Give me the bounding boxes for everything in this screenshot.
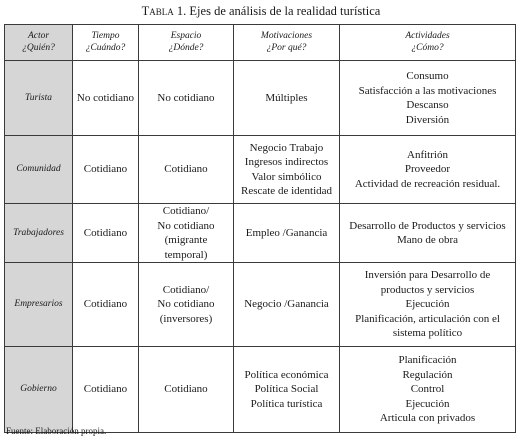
tiempo-cell bbox=[73, 347, 139, 433]
tiempo-line: Cotidiano bbox=[83, 163, 128, 176]
actividades-cell bbox=[340, 61, 516, 136]
actividades-line: Planificación bbox=[398, 354, 457, 367]
actor-cell: Empresarios bbox=[5, 263, 73, 347]
motivaciones-cell bbox=[234, 204, 340, 263]
table-row-trabajadores bbox=[5, 204, 516, 263]
actividades-line: Satisfacción a las motivaciones bbox=[358, 84, 497, 97]
motivaciones-line: Política turística bbox=[250, 397, 323, 410]
header-actividades-line-1: Actividades bbox=[405, 31, 450, 41]
table-row-comunidad bbox=[5, 136, 516, 204]
table-row-empresarios bbox=[5, 263, 516, 347]
actividades-line: Ejecución bbox=[405, 397, 450, 410]
actividades-cell bbox=[340, 136, 516, 204]
tiempo-cell bbox=[73, 136, 139, 204]
espacio-cell bbox=[139, 263, 234, 347]
actividades-line: Diversión bbox=[405, 113, 450, 126]
motivaciones-cell bbox=[234, 263, 340, 347]
table-row-turista bbox=[5, 61, 516, 136]
motivaciones-line: Política económica bbox=[244, 368, 329, 381]
header-espacio bbox=[139, 25, 234, 61]
header-motivaciones bbox=[234, 25, 340, 61]
table-header-row bbox=[5, 25, 516, 61]
header-actividades-line-2: ¿Cómo? bbox=[411, 42, 444, 53]
espacio-line: No cotidiano bbox=[157, 219, 215, 232]
header-tiempo-line-2: ¿Cuándo? bbox=[85, 42, 126, 53]
actor-cell: Comunidad bbox=[5, 136, 73, 204]
actividades-line: Descanso bbox=[406, 99, 449, 111]
motivaciones-line: Política Social bbox=[254, 383, 319, 396]
actividades-line: Mano de obra bbox=[396, 234, 459, 246]
actor-cell: Trabajadores bbox=[5, 204, 73, 263]
espacio-cell bbox=[139, 347, 234, 433]
actividades-line: Desarrollo de Productos y servicios bbox=[349, 219, 506, 232]
espacio-cell bbox=[139, 204, 234, 263]
table-caption bbox=[0, 3, 522, 19]
actividades-line: sistema político bbox=[392, 327, 463, 340]
actividades-line: Anfitrión bbox=[407, 148, 448, 161]
source-note: Fuente: Elaboración propia. bbox=[6, 426, 107, 436]
actividades-line: Ejecución bbox=[405, 298, 450, 311]
header-actor-line-1: Actor bbox=[27, 31, 50, 41]
header-espacio-line-2: ¿Dónde? bbox=[168, 42, 204, 53]
motivaciones-cell bbox=[234, 61, 340, 136]
header-actor-line-2: ¿Quién? bbox=[22, 42, 55, 53]
motivaciones-line: Negocio Trabajo bbox=[249, 141, 324, 154]
motivaciones-line: Valor simbólico bbox=[251, 170, 322, 183]
actividades-line: productos y servicios bbox=[380, 283, 475, 296]
tiempo-line: Cotidiano bbox=[83, 226, 128, 239]
header-actividades bbox=[340, 25, 516, 61]
tiempo-cell bbox=[73, 204, 139, 263]
table-caption-prefix: Tabla 1. bbox=[141, 4, 187, 18]
header-tiempo-line-1: Tiempo bbox=[91, 31, 120, 41]
actividades-line: Proveedor bbox=[404, 163, 451, 176]
actividades-line: Consumo bbox=[406, 70, 449, 82]
tiempo-cell bbox=[73, 263, 139, 347]
espacio-line: No cotidiano bbox=[157, 298, 215, 311]
motivaciones-line: Empleo /Ganancia bbox=[245, 226, 328, 239]
header-actor bbox=[5, 25, 73, 61]
actividades-cell bbox=[340, 204, 516, 263]
espacio-line: No cotidiano bbox=[157, 91, 215, 104]
header-espacio-line-1: Espacio bbox=[170, 31, 202, 41]
tiempo-cell bbox=[73, 61, 139, 136]
espacio-line: (migrante temporal) bbox=[164, 234, 208, 261]
actividades-cell bbox=[340, 347, 516, 433]
header-motivaciones-line-2: ¿Por qué? bbox=[266, 42, 307, 53]
motivaciones-line: Rescate de identidad bbox=[240, 185, 333, 197]
espacio-line: Cotidiano/ bbox=[162, 205, 210, 217]
actividades-line: Inversión para Desarrollo de bbox=[364, 269, 491, 282]
actor-cell: Turista bbox=[5, 61, 73, 136]
espacio-line: Cotidiano bbox=[164, 163, 208, 176]
actividades-line: Planificación, articulación con el bbox=[355, 312, 500, 325]
actividades-line: Regulación bbox=[402, 368, 453, 381]
motivaciones-cell bbox=[234, 347, 340, 433]
tiempo-line: Cotidiano bbox=[83, 298, 128, 311]
header-motivaciones-line-1: Motivaciones bbox=[260, 31, 313, 41]
espacio-cell bbox=[139, 136, 234, 204]
header-tiempo bbox=[73, 25, 139, 61]
motivaciones-line: Múltiples bbox=[265, 91, 308, 104]
actividades-line: Actividad de recreación residual. bbox=[354, 177, 501, 190]
actor-cell: Gobierno bbox=[5, 347, 73, 433]
tourism-axes-table bbox=[4, 24, 516, 433]
table-row-gobierno bbox=[5, 347, 516, 433]
motivaciones-cell bbox=[234, 136, 340, 204]
espacio-line: Cotidiano bbox=[164, 383, 208, 396]
espacio-line: (inversores) bbox=[159, 312, 213, 325]
motivaciones-line: Ingresos indirectos bbox=[244, 156, 329, 168]
motivaciones-line: Negocio /Ganancia bbox=[244, 298, 329, 311]
espacio-cell bbox=[139, 61, 234, 136]
table-caption-title: Ejes de análisis de la realidad turística bbox=[189, 4, 381, 18]
tiempo-line: Cotidiano bbox=[83, 383, 128, 396]
espacio-line: Cotidiano/ bbox=[162, 283, 210, 296]
actividades-line: Articula con privados bbox=[379, 412, 476, 425]
actividades-cell bbox=[340, 263, 516, 347]
tiempo-line: No cotidiano bbox=[76, 91, 135, 104]
actividades-line: Control bbox=[410, 383, 445, 396]
